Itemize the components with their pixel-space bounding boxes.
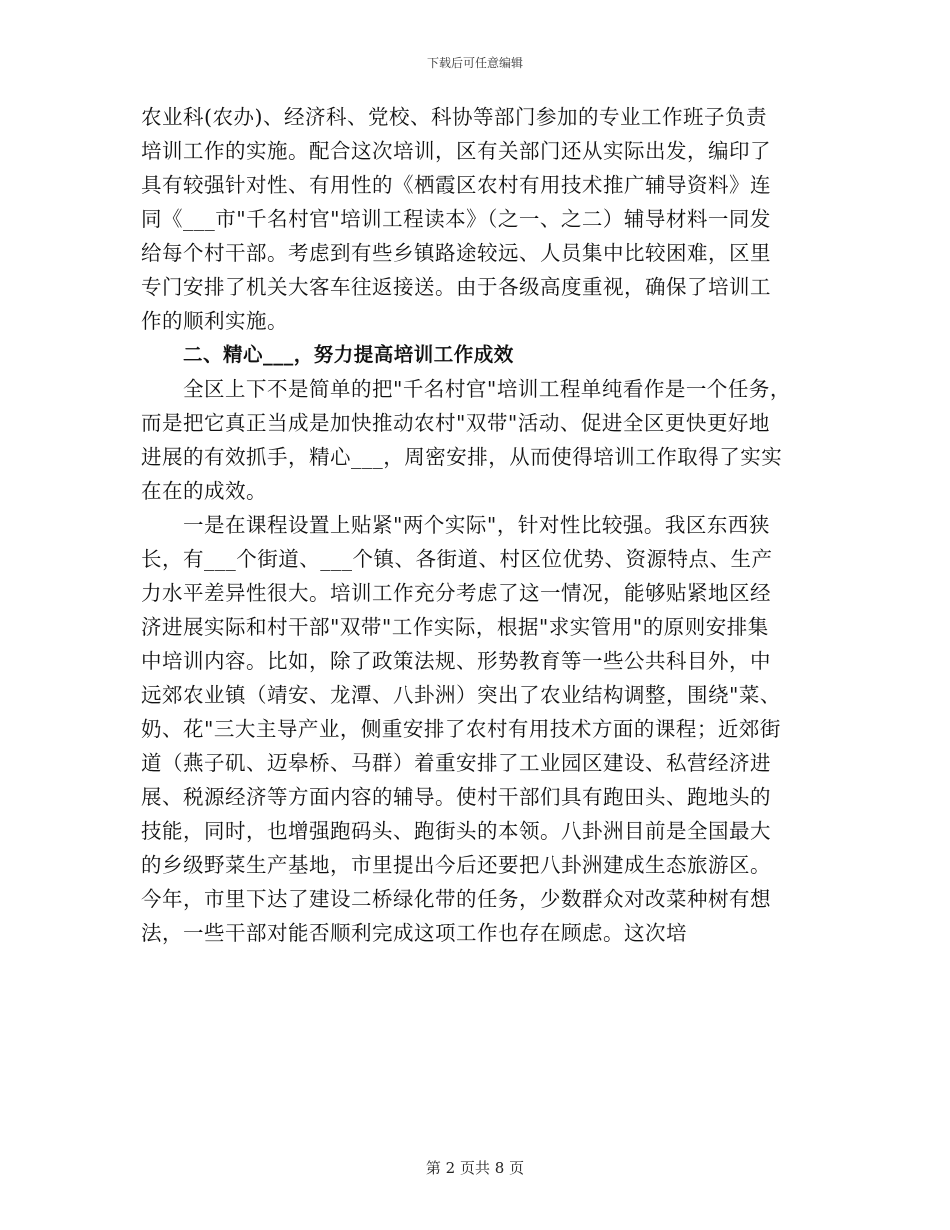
body-line: 同《___市"千名村官"培训工程读本》（之一、之二）辅导材料一同发 [141, 207, 771, 231]
body-line: 技能，同时，也增强跑码头、跑街头的本领。八卦洲目前是全国最大 [141, 819, 771, 843]
page-number-footer: 第 2 页共 8 页 [425, 1159, 525, 1177]
section-heading: 二、精心___，努力提高培训工作成效 [183, 343, 514, 366]
body-line: 的乡级野菜生产基地，市里提出今后还要把八卦洲建成生态旅游区。 [141, 853, 771, 877]
body-line: 农业科(农办)、经济科、党校、科协等部门参加的专业工作班子负责 [141, 105, 767, 129]
document-body [141, 100, 809, 950]
body-line: 远郊农业镇（靖安、龙潭、八卦洲）突出了农业结构调整，围绕"菜、 [141, 683, 781, 707]
body-line: 作的顺利实施。 [141, 309, 288, 333]
body-line: 力水平差异性很大。培训工作充分考虑了这一情况，能够贴紧地区经 [141, 581, 771, 605]
body-line: 具有较强针对性、有用性的《栖霞区农村有用技术推广辅导资料》连 [141, 173, 771, 197]
body-line: 中培训内容。比如，除了政策法规、形势教育等一些公共科目外，中 [141, 649, 771, 673]
body-line: 展、税源经济等方面内容的辅导。使村干部们具有跑田头、跑地头的 [141, 785, 771, 809]
paragraph-first-line: 一是在课程设置上贴紧"两个实际"，针对性比较强。我区东西狭 [183, 513, 770, 537]
body-line: 而是把它真正当成是加快推动农村"双带"活动、促进全区更快更好地 [141, 411, 770, 435]
body-line: 法，一些干部对能否顺利完成这项工作也存在顾虑。这次培 [141, 921, 687, 945]
paragraph-first-line: 全区上下不是简单的把"千名村官"培训工程单纯看作是一个任务， [183, 377, 791, 401]
body-line: 专门安排了机关大客车往返接送。由于各级高度重视，确保了培训工 [141, 275, 771, 299]
body-line: 今年，市里下达了建设二桥绿化带的任务，少数群众对改菜种树有想 [141, 887, 771, 911]
body-line: 培训工作的实施。配合这次培训，区有关部门还从实际出发，编印了 [141, 139, 771, 163]
body-line: 奶、花"三大主导产业，侧重安排了农村有用技术方面的课程；近郊街 [141, 717, 781, 741]
body-line: 济进展实际和村干部"双带"工作实际，根据"求实管用"的原则安排集 [141, 615, 769, 639]
body-line: 给每个村干部。考虑到有些乡镇路途较远、人员集中比较困难，区里 [141, 241, 771, 265]
body-line: 长，有___个街道、___个镇、各街道、村区位优势、资源特点、生产 [141, 547, 773, 571]
body-line: 道（燕子矶、迈皋桥、马群）着重安排了工业园区建设、私营经济进 [141, 751, 771, 775]
page-header: 下载后可任意编辑 [426, 56, 523, 70]
body-line: 在在的成效。 [141, 479, 267, 503]
body-line: 进展的有效抓手，精心___，周密安排，从而使得培训工作取得了实实 [141, 445, 783, 469]
